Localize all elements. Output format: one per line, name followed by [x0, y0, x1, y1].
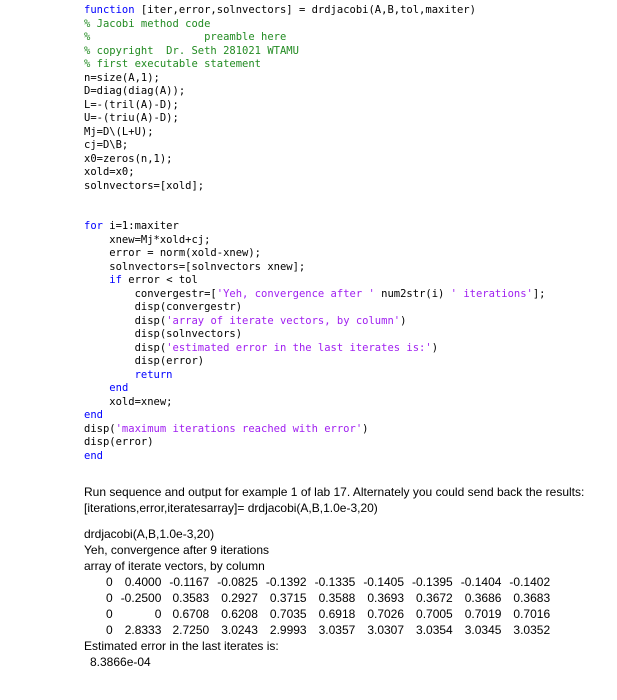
code-token: xnew=Mj*xold+cj; [84, 233, 211, 246]
code-token: 'Yeh, convergence after ' [216, 287, 375, 300]
error-value: 8.3866e-04 [90, 655, 151, 669]
code-line [84, 220, 546, 234]
code-line [84, 207, 546, 221]
code-token: % first executable statement [84, 58, 262, 70]
matrix-cell: 2.8333 [124, 623, 162, 637]
code-token [84, 274, 109, 286]
matrix-cell: 0 [106, 607, 113, 621]
matrix-cell: 3.0354 [416, 623, 453, 637]
code-line [84, 166, 546, 180]
code-token: return [134, 368, 173, 381]
code-line [84, 450, 546, 464]
code-token: 'maximum iterations reached with error' [115, 422, 363, 435]
code-line [84, 369, 546, 383]
matrix-cell: -0.1395 [412, 575, 453, 589]
function-call-text: drdjacobi(A,B,1.0e-3,20) [84, 527, 215, 541]
code-token [84, 382, 109, 394]
matrix-cell: 0.3672 [416, 591, 453, 605]
code-line [84, 355, 546, 369]
code-token: for [84, 220, 103, 232]
code-token: xold=x0; [84, 166, 135, 178]
matrix-cell: -0.1404 [460, 575, 502, 589]
code-token: disp(error) [84, 436, 154, 448]
code-line [84, 112, 546, 126]
code-token: ]; [532, 287, 546, 300]
code-token: error = norm(xold-xnew); [84, 247, 262, 259]
matrix-row [106, 574, 554, 590]
code-line [84, 180, 546, 194]
code-line [84, 85, 546, 99]
code-token: disp( [84, 422, 116, 435]
code-line [84, 31, 546, 45]
matrix-cell: 0.7026 [367, 607, 405, 621]
code-token: end [84, 449, 103, 462]
code-line [84, 153, 546, 167]
code-token: solnvectors=[solnvectors xnew]; [84, 260, 306, 273]
matrix-row [106, 606, 554, 622]
matrix-cell: 0.7005 [416, 607, 453, 621]
code-line [84, 274, 546, 288]
code-token: n=size(A,1); [84, 71, 160, 84]
matlab-code-listing [84, 4, 546, 463]
code-token: [iter,error,solnvectors] = drdjacobi(A,B,tol,maxiter) [134, 4, 476, 16]
matrix-row [106, 622, 554, 638]
code-token: ) [431, 341, 439, 354]
code-line [84, 261, 546, 275]
matrix-cell: 0 [106, 591, 113, 605]
matrix-cell: 0.4000 [124, 575, 162, 589]
code-token: % Jacobi method code [84, 17, 211, 30]
array-caption: array of iterate vectors, by column [84, 559, 265, 573]
error-caption: Estimated error in the last iterates is: [84, 639, 279, 653]
code-token: solnvectors=[xold]; [84, 179, 205, 192]
code-line [84, 139, 546, 153]
code-token: disp(error) [84, 355, 205, 367]
code-line [84, 396, 546, 410]
matrix-cell: 0 [106, 623, 113, 637]
code-line [84, 436, 546, 450]
matrix-cell: 0.6708 [172, 607, 210, 621]
matrix-cell: -0.2500 [120, 591, 162, 605]
code-token: % preamble here [84, 31, 287, 43]
code-token [84, 369, 135, 381]
code-token: % copyright Dr. Seth 281021 WTAMU [84, 44, 299, 57]
code-line [84, 99, 546, 113]
code-line [84, 58, 546, 72]
code-token: i=1:maxiter [102, 220, 179, 232]
code-token: xold=xnew; [84, 395, 173, 408]
intro-text-line-1: Run sequence and output for example 1 of lab 17. Alternately you could send back the results: [84, 485, 585, 499]
matrix-cell: 2.7250 [172, 623, 210, 637]
code-token: end [84, 409, 103, 421]
code-token: if [109, 274, 122, 286]
matrix-cell: 0.3686 [464, 591, 502, 605]
convergence-message: Yeh, convergence after 9 iterations [84, 543, 270, 557]
code-line [84, 301, 546, 315]
matrix-cell: 0.7016 [513, 607, 551, 621]
code-token: error < tol [121, 274, 198, 286]
code-line [84, 288, 546, 302]
code-line [84, 247, 546, 261]
matrix-cell: 3.0352 [513, 623, 551, 637]
code-token: 'estimated error in the last iterates is:' [166, 341, 432, 354]
code-line [84, 409, 546, 423]
matrix-cell: -0.1405 [363, 575, 405, 589]
code-token: cj=D\B; [84, 139, 129, 151]
code-token: ) [400, 314, 407, 327]
code-line [84, 234, 546, 248]
code-token: disp( [84, 341, 167, 354]
code-token: x0=zeros(n,1); [84, 152, 173, 165]
matrix-cell: 3.0243 [221, 623, 258, 637]
code-token: end [109, 382, 129, 394]
matrix-cell: -0.0825 [217, 575, 258, 589]
code-token: 'array of iterate vectors, by column' [166, 314, 401, 327]
code-token: disp(solnvectors) [84, 328, 243, 340]
code-line [84, 423, 546, 437]
code-token: Mj=D\(L+U); [84, 125, 154, 138]
code-token: num2str(i) [374, 287, 451, 300]
code-line [84, 328, 546, 342]
matrix-cell: 0.3683 [513, 591, 551, 605]
matrix-cell: 3.0357 [318, 623, 356, 637]
code-token: convergestr=[ [84, 287, 217, 300]
code-token: disp( [84, 314, 167, 327]
matrix-cell: 0.2927 [221, 591, 258, 605]
matrix-cell: 0.3693 [367, 591, 405, 605]
matrix-cell: -0.1335 [314, 575, 356, 589]
code-token: U=-(triu(A)-D); [84, 112, 179, 124]
code-token: D=diag(diag(A)); [84, 85, 186, 97]
code-token: disp(convergestr) [84, 301, 243, 313]
matrix-cell: 3.0307 [367, 623, 405, 637]
intro-text-line-2: [iterations,error,iteratesarray]= drdjacobi(A,B,1.0e-3,20) [84, 501, 378, 515]
code-line [84, 193, 546, 207]
code-line [84, 126, 546, 140]
matrix-cell: 0 [154, 607, 162, 621]
code-line [84, 18, 546, 32]
matrix-cell: 3.0345 [464, 623, 502, 637]
matrix-cell: 0.6918 [318, 607, 356, 621]
matrix-cell: 0 [106, 575, 113, 589]
matrix-row [106, 590, 554, 606]
matrix-cell: 0.3588 [318, 591, 356, 605]
iterate-vectors-matrix [106, 574, 554, 638]
code-line [84, 45, 546, 59]
code-token: function [84, 4, 135, 16]
code-line [84, 72, 546, 86]
code-line [84, 342, 546, 356]
code-line [84, 315, 546, 329]
matrix-cell: -0.1402 [509, 575, 551, 589]
matrix-cell: 0.7019 [464, 607, 502, 621]
code-token: L=-(tril(A)-D); [84, 98, 179, 111]
code-line [84, 382, 546, 396]
matrix-cell: 0.3583 [172, 591, 210, 605]
run-output-section [84, 484, 584, 670]
matrix-cell: 0.3715 [269, 591, 307, 605]
matrix-cell: -0.1167 [169, 575, 210, 589]
code-token: ) [362, 422, 369, 435]
code-token: ' iterations' [450, 287, 533, 300]
code-line [84, 4, 546, 18]
matrix-cell: 0.6208 [221, 607, 258, 621]
matrix-cell: 0.7035 [269, 607, 307, 621]
matrix-cell: -0.1392 [265, 575, 307, 589]
matrix-cell: 2.9993 [269, 623, 307, 637]
